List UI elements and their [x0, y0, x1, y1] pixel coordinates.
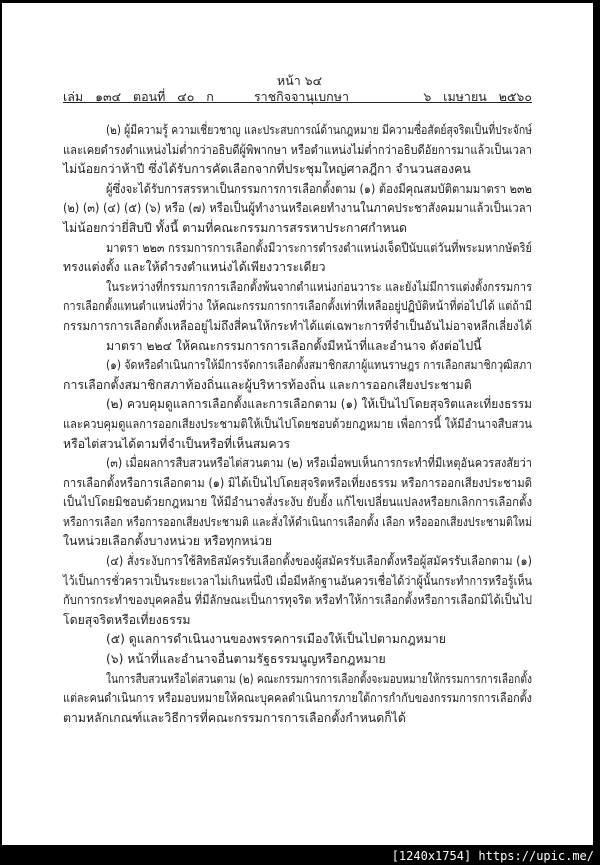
text-line: (๑) จัดหรือดำเนินการให้มีการจัดการเลือกตั้งสมาชิกสภาผู้แทนราษฎร การเลือกสมาชิกวุฒิสภา — [106, 358, 533, 373]
section-223-heading: มาตรา ๒๒๓ กรรมการการเลือกตั้งมีวาระการดำรงตำแหน่งเจ็ดปีนับแต่วันที่พระมหากษัตริย์ — [106, 240, 533, 255]
text-line: ผู้ซึ่งจะได้รับการสรรหาเป็นกรรมการการเลือกตั้งตาม (๑) ต้องมีคุณสมบัติตามมาตรา ๒๓๒ — [106, 181, 532, 196]
text-line: การเลือกตั้งหรือการเลือกตาม (๑) มิได้เป็นไปโดยสุจริตหรือเที่ยงธรรม หรือการออกเสียงประชามติ — [63, 475, 533, 490]
text-line: การเลือกตั้งสมาชิกสภาท้องถิ่นและผู้บริหารท้องถิ่น และการออกเสียงประชามติ — [63, 377, 472, 392]
text-line: แต่ละคนดำเนินการ หรือมอบหมายให้คณะบุคคลดำเนินการภายใต้การกำกับของกรรมการการเลือกตั้ง — [63, 691, 532, 706]
text-line: หรือไต่สวนได้ตามที่จำเป็นหรือที่เห็นสมควร — [63, 436, 291, 451]
text-line: และเคยดำรงตำแหน่งไม่ต่ำกว่าอธิบดีผู้พิพากษา หรือตำแหน่งไม่ต่ำกว่าอธิบดีอัยการมาแล้วเป็นเวลา — [63, 142, 532, 157]
text-line: ไม่น้อยกว่ายี่สิบปี ทั้งนี้ ตามที่คณะกรรมการสรรหาประกาศกำหนด — [63, 220, 408, 235]
text-line: ตามหลักเกณฑ์และวิธีการที่คณะกรรมการการเลือกตั้งกำหนดก็ได้ — [63, 710, 406, 725]
header-divider — [63, 102, 532, 103]
text-line: ในระหว่างที่กรรมการการเลือกตั้งพ้นจากตำแหน่งก่อนวาระ และยังไม่มีการแต่งตั้งกรรมการ — [106, 279, 532, 294]
text-line: (๒) ผู้มีความรู้ ความเชี่ยวชาญ และประสบการณ์ด้านกฎหมาย มีความซื่อสัตย์สุจริตเป็นที่ประจักษ์ — [106, 123, 532, 137]
text-line: หรือการเลือก หรือการออกเสียงประชามติ และสั่งให้ดำเนินการเลือกตั้ง เลือก หรือออกเสียงประชามติใหม่ — [63, 514, 532, 529]
document-body — [63, 121, 532, 728]
publication-date: ๖ เมษายน ๒๕๖๐ — [423, 89, 532, 104]
text-line: การเลือกตั้งแทนตำแหน่งที่ว่าง ให้คณะกรรมการการเลือกตั้งเท่าที่เหลืออยู่ปฏิบัติหน้าที่ต่อไปได้ แต่ถ้ามี — [63, 299, 533, 314]
text-line: กรรมการการเลือกตั้งเหลืออยู่ไม่ถึงสี่คนให้กระทำได้แต่เฉพาะการที่จำเป็นอันไม่อาจหลีกเลี่ยงได้ — [63, 318, 533, 333]
text-line: ไม่น้อยกว่าห้าปี ซึ่งได้รับการคัดเลือกจากที่ประชุมใหญ่ศาลฎีกา จำนวนสองคน — [63, 162, 471, 177]
text-line: ไว้เป็นการชั่วคราวเป็นระยะเวลาไม่เกินหนึ่งปี เมื่อมีหลักฐานอันควรเชื่อได้ว่าผู้นั้นกระทำการหรือรู้เห็น — [63, 573, 532, 588]
text-line: (๒) (๓) (๔) (๕) (๖) หรือ (๗) หรือเป็นผู้ทำงานหรือเคยทำงานในภาคประชาสังคมมาแล้วเป็นเวลา — [63, 201, 533, 216]
text-line: และควบคุมดูแลการออกเสียงประชามติให้เป็นไปโดยชอบด้วยกฎหมาย เพื่อการนี้ ให้มีอำนาจสืบสวน — [63, 416, 532, 431]
text-line: (๕) ดูแลการดำเนินงานของพรรคการเมืองให้เป็นไปตามกฎหมาย — [106, 632, 446, 647]
text-line: เป็นไปโดยมิชอบด้วยกฎหมาย ให้มีอำนาจสั่งระงับ ยับยั้ง แก้ไขเปลี่ยนแปลงหรือยกเลิกการเลือกตั้ง — [63, 495, 532, 510]
text-line: กับการกระทำของบุคคลอื่น ที่มีลักษณะเป็นการทุจริต หรือทำให้การเลือกตั้งหรือการเลือกมิได้เป็นไป — [63, 593, 532, 608]
section-224-heading: มาตรา ๒๒๔ ให้คณะกรรมการการเลือกตั้งมีหน้าที่และอำนาจ ดังต่อไปนี้ — [106, 338, 482, 353]
text-line: ในหน่วยเลือกตั้งบางหน่วย หรือทุกหน่วย — [63, 534, 273, 549]
text-line: (๔) สั่งระงับการใช้สิทธิสมัครรับเลือกตั้งของผู้สมัครรับเลือกตั้งหรือผู้สมัครรับเลือกตาม (๑) — [106, 554, 532, 569]
text-line: ทรงแต่งตั้ง และให้ดำรงตำแหน่งได้เพียงวาระเดียว — [63, 260, 326, 275]
text-line: (๖) หน้าที่และอำนาจอื่นตามรัฐธรรมนูญหรือกฎหมาย — [106, 652, 386, 667]
document-page — [2, 3, 593, 845]
publication-title: ราชกิจจานุเบกษา — [253, 89, 350, 104]
page-number: หน้า ๖๔ — [276, 73, 323, 88]
text-line: โดยสุจริตหรือเที่ยงธรรม — [63, 612, 191, 627]
text-line: (๒) ควบคุมดูแลการเลือกตั้งและการเลือกตาม (๑) ให้เป็นไปโดยสุจริตและเที่ยงธรรม — [106, 397, 532, 412]
image-watermark: [1240x1754] https://upic.me/ — [391, 849, 594, 863]
volume-issue: เล่ม ๑๓๔ ตอนที่ ๔๐ ก — [63, 89, 214, 104]
text-line: ในการสืบสวนหรือไต่สวนตาม (๒) คณะกรรมการการเลือกตั้งจะมอบหมายให้กรรมการการเลือกตั้ง — [106, 671, 533, 686]
text-line: (๓) เมื่อผลการสืบสวนหรือไต่สวนตาม (๒) หรือเมื่อพบเห็นการกระทำที่มีเหตุอันควรสงสัยว่า — [106, 456, 533, 471]
